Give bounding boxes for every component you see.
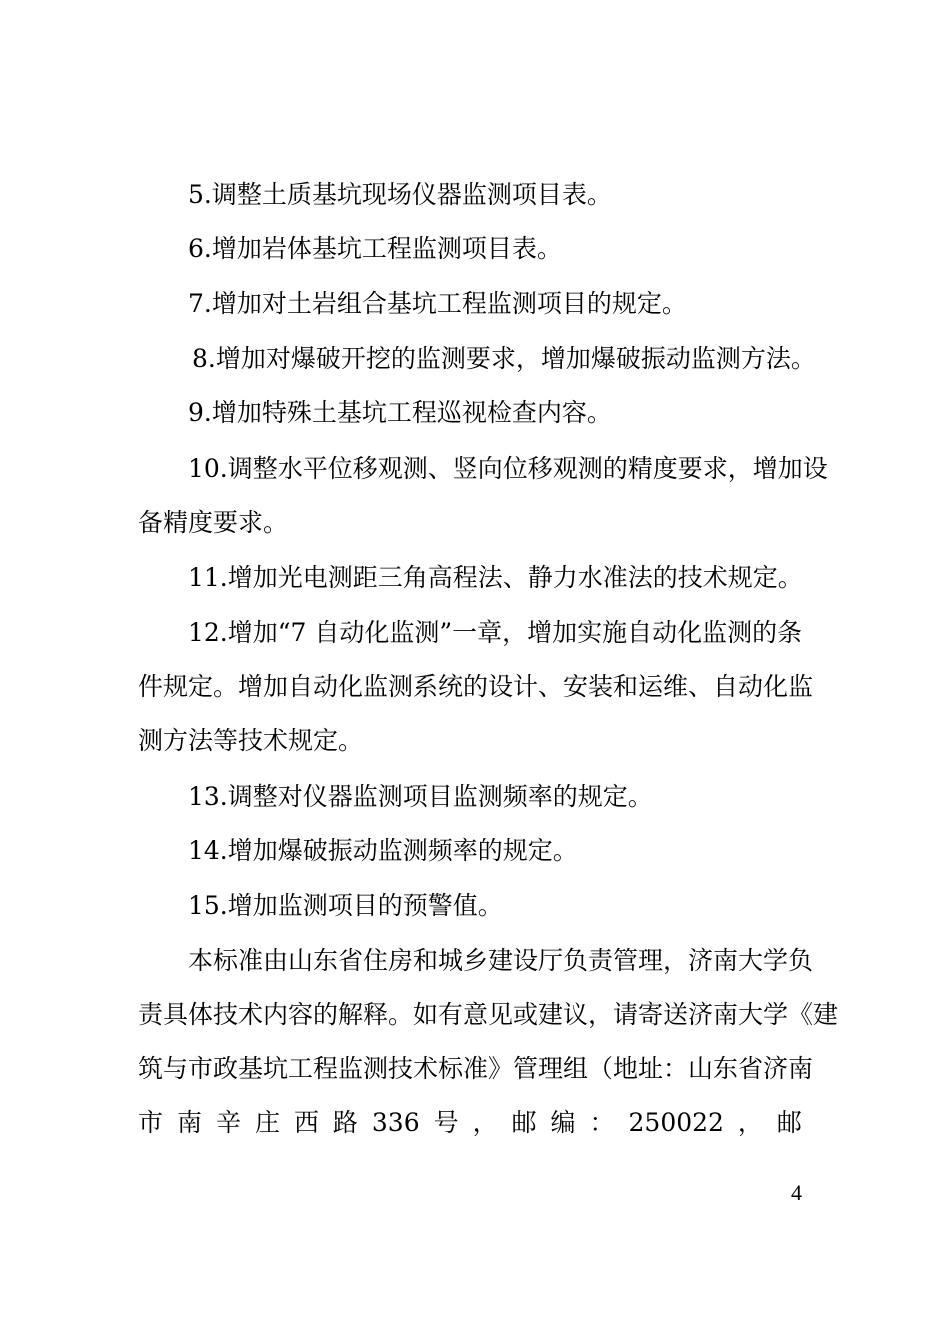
address-token: 庄 bbox=[254, 1108, 280, 1137]
address-token: 编 bbox=[550, 1108, 576, 1137]
item-15 bbox=[138, 879, 802, 933]
address-token: 号 bbox=[433, 1108, 459, 1137]
item-13 bbox=[138, 770, 802, 824]
address-token: 邮 bbox=[511, 1108, 537, 1137]
address-token: ， bbox=[472, 1108, 498, 1137]
text-line: 备精度要求。 bbox=[138, 508, 289, 537]
page-number: 4 bbox=[791, 1180, 802, 1205]
item-7 bbox=[138, 277, 802, 331]
address-token: 336 bbox=[371, 1108, 420, 1137]
address-token: 邮 bbox=[776, 1108, 802, 1137]
address-token: ， bbox=[737, 1108, 763, 1137]
management-paragraph bbox=[138, 934, 839, 1150]
address-token: 市 bbox=[138, 1108, 164, 1137]
text-line: 件规定。增加自动化监测系统的设计、安装和运维、自动化监 bbox=[138, 672, 814, 701]
address-token: 250022 bbox=[628, 1108, 724, 1137]
text-line: 筑与市政基坑工程监测技术标准》管理组（地址：山东省济南 bbox=[138, 1054, 814, 1083]
text-line: 11.增加光电测距三角高程法、静力水准法的技术规定。 bbox=[188, 563, 803, 592]
address-token: 南 bbox=[176, 1108, 202, 1137]
text-line: 15.增加监测项目的预警值。 bbox=[188, 891, 503, 920]
text-line: 14.增加爆破振动监测频率的规定。 bbox=[188, 836, 578, 865]
address-token: 路 bbox=[332, 1108, 358, 1137]
item-5 bbox=[138, 168, 802, 222]
text-line: 8.增加对爆破开挖的监测要求，增加爆破振动监测方法。 bbox=[192, 344, 816, 373]
item-10 bbox=[138, 442, 828, 550]
item-6 bbox=[138, 222, 802, 276]
text-line: 7.增加对土岩组合基坑工程监测项目的规定。 bbox=[188, 289, 687, 318]
text-line: 6.增加岩体基坑工程监测项目表。 bbox=[188, 234, 562, 263]
address-token: 辛 bbox=[215, 1108, 241, 1137]
address-token: 西 bbox=[293, 1108, 319, 1137]
text-line: 责具体技术内容的解释。如有意见或建议，请寄送济南大学《建 bbox=[138, 1000, 839, 1029]
item-9 bbox=[138, 386, 802, 440]
text-line: 5.调整土质基坑现场仪器监测项目表。 bbox=[188, 180, 612, 209]
item-12 bbox=[138, 606, 814, 768]
item-14 bbox=[138, 824, 802, 878]
text-line: 本标准由山东省住房和城乡建设厅负责管理，济南大学负 bbox=[188, 946, 814, 975]
item-8 bbox=[138, 332, 816, 386]
text-line: 13.调整对仪器监测项目监测频率的规定。 bbox=[188, 782, 653, 811]
address-token: ： bbox=[589, 1108, 615, 1137]
address-line bbox=[138, 1096, 802, 1150]
text-line: 12.增加“7 自动化监测”一章，增加实施自动化监测的条 bbox=[188, 618, 803, 647]
text-line: 测方法等技术规定。 bbox=[138, 726, 364, 755]
item-11 bbox=[138, 551, 802, 605]
text-line: 9.增加特殊土基坑工程巡视检查内容。 bbox=[188, 398, 612, 427]
text-line: 10.调整水平位移观测、竖向位移观测的精度要求，增加设 bbox=[188, 454, 828, 483]
